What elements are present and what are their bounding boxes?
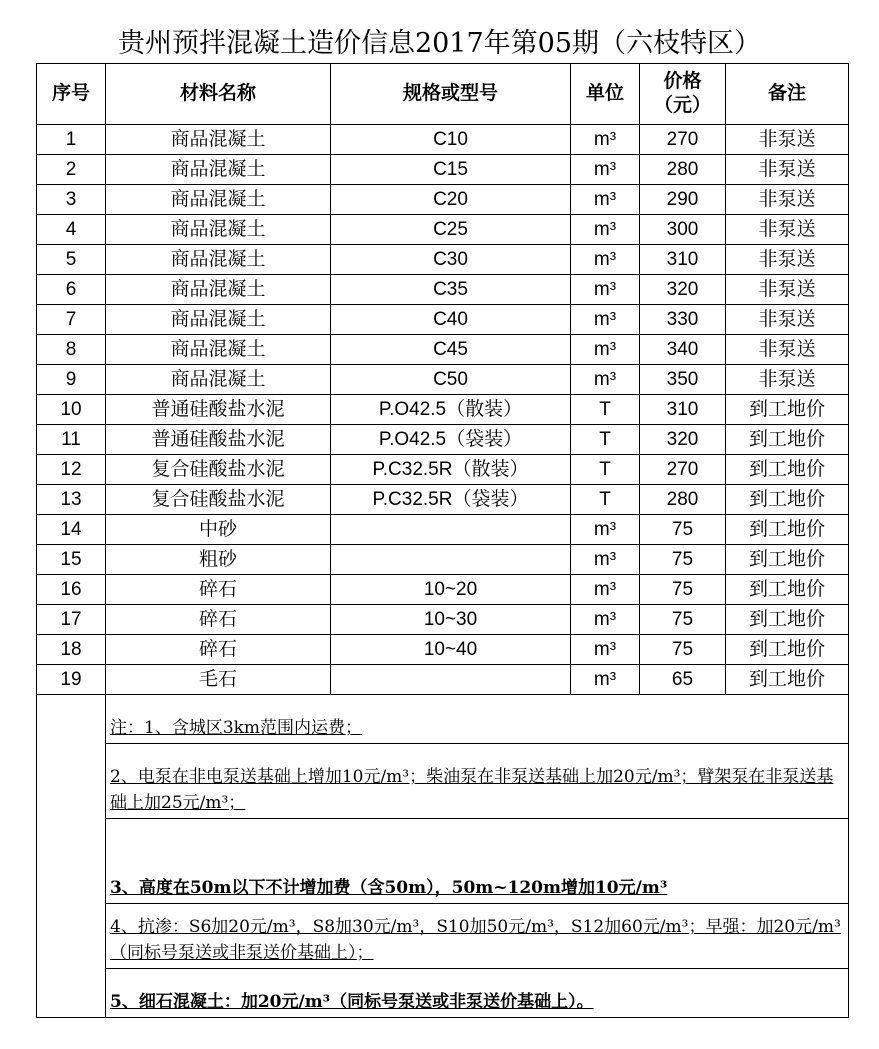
cell-no: 6 xyxy=(37,275,106,305)
cell-unit: m³ xyxy=(571,665,640,695)
cell-remark: 非泵送 xyxy=(726,245,849,275)
table-row xyxy=(37,365,849,395)
cell-unit: T xyxy=(571,425,640,455)
cell-price: 75 xyxy=(640,605,726,635)
cell-name: 普通硅酸盐水泥 xyxy=(106,395,331,425)
cell-remark: 非泵送 xyxy=(726,275,849,305)
table-row xyxy=(37,305,849,335)
cell-price: 65 xyxy=(640,665,726,695)
table-row xyxy=(37,485,849,515)
cell-name: 商品混凝土 xyxy=(106,365,331,395)
note-1 xyxy=(106,695,849,744)
cell-unit: m³ xyxy=(571,575,640,605)
cell-price: 270 xyxy=(640,455,726,485)
cell-price: 330 xyxy=(640,305,726,335)
table-body xyxy=(37,125,849,695)
document-title: 贵州预拌混凝土造价信息2017年第05期（六枝特区） xyxy=(117,28,762,59)
notes-blank-cell xyxy=(37,695,106,1018)
cell-price: 290 xyxy=(640,185,726,215)
cell-no: 5 xyxy=(37,245,106,275)
cell-remark: 到工地价 xyxy=(726,575,849,605)
cell-name: 复合硅酸盐水泥 xyxy=(106,455,331,485)
cell-no: 19 xyxy=(37,665,106,695)
cell-remark: 到工地价 xyxy=(726,425,849,455)
header-no: 序号 xyxy=(37,64,106,125)
cell-spec: C25 xyxy=(331,215,571,245)
cell-spec: P.O42.5（袋装） xyxy=(331,425,571,455)
cell-name: 商品混凝土 xyxy=(106,335,331,365)
cell-no: 13 xyxy=(37,485,106,515)
header-spec: 规格或型号 xyxy=(331,64,571,125)
table-row xyxy=(37,395,849,425)
cell-no: 18 xyxy=(37,635,106,665)
cell-unit: m³ xyxy=(571,545,640,575)
cell-unit: T xyxy=(571,455,640,485)
note-4-text: 4、抗渗：S6加20元/m³，S8加30元/m³，S10加50元/m³，S12加60元/m³；早强：加20元/m³（同标号泵送或非泵送价基础上）； xyxy=(110,917,841,963)
table-row xyxy=(37,125,849,155)
cell-unit: m³ xyxy=(571,335,640,365)
cell-unit: m³ xyxy=(571,305,640,335)
note-5 xyxy=(106,969,849,1018)
cell-remark: 到工地价 xyxy=(726,485,849,515)
cell-spec: C40 xyxy=(331,305,571,335)
cell-unit: m³ xyxy=(571,515,640,545)
cell-name: 复合硅酸盐水泥 xyxy=(106,485,331,515)
table-row xyxy=(37,335,849,365)
note-3-text: 3、高度在50m以下不计增加费（含50m），50m~120m增加10元/m³ xyxy=(110,878,668,898)
cell-remark: 到工地价 xyxy=(726,665,849,695)
cell-remark: 非泵送 xyxy=(726,335,849,365)
cell-unit: T xyxy=(571,395,640,425)
note-row xyxy=(37,819,849,904)
cell-name: 商品混凝土 xyxy=(106,155,331,185)
cell-name: 商品混凝土 xyxy=(106,185,331,215)
cell-unit: m³ xyxy=(571,605,640,635)
cell-spec: C10 xyxy=(331,125,571,155)
cell-name: 碎石 xyxy=(106,635,331,665)
cell-spec: C35 xyxy=(331,275,571,305)
cell-name: 碎石 xyxy=(106,575,331,605)
cell-unit: m³ xyxy=(571,275,640,305)
cell-spec xyxy=(331,665,571,695)
cell-no: 7 xyxy=(37,305,106,335)
cell-unit: m³ xyxy=(571,215,640,245)
cell-price: 310 xyxy=(640,395,726,425)
cell-spec: P.O42.5（散装） xyxy=(331,395,571,425)
cell-name: 商品混凝土 xyxy=(106,245,331,275)
note-2 xyxy=(106,744,849,819)
cell-unit: m³ xyxy=(571,635,640,665)
cell-price: 320 xyxy=(640,425,726,455)
cell-no: 15 xyxy=(37,545,106,575)
note-5-text: 5、细石混凝土：加20元/m³（同标号泵送或非泵送价基础上）。 xyxy=(110,992,594,1012)
cell-remark: 非泵送 xyxy=(726,305,849,335)
table-row xyxy=(37,515,849,545)
cell-name: 粗砂 xyxy=(106,545,331,575)
cell-spec: C15 xyxy=(331,155,571,185)
cell-no: 12 xyxy=(37,455,106,485)
cell-price: 280 xyxy=(640,485,726,515)
cell-no: 16 xyxy=(37,575,106,605)
cell-name: 普通硅酸盐水泥 xyxy=(106,425,331,455)
cell-remark: 非泵送 xyxy=(726,125,849,155)
cell-remark: 非泵送 xyxy=(726,365,849,395)
cell-spec: P.C32.5R（散装） xyxy=(331,455,571,485)
cell-spec xyxy=(331,515,571,545)
cell-name: 商品混凝土 xyxy=(106,305,331,335)
cell-no: 14 xyxy=(37,515,106,545)
table-row xyxy=(37,155,849,185)
cell-price: 310 xyxy=(640,245,726,275)
cell-spec: P.C32.5R（袋装） xyxy=(331,485,571,515)
cell-remark: 到工地价 xyxy=(726,515,849,545)
header-unit: 单位 xyxy=(571,64,640,125)
cell-remark: 非泵送 xyxy=(726,185,849,215)
cell-spec: C50 xyxy=(331,365,571,395)
cell-price: 350 xyxy=(640,365,726,395)
cell-no: 2 xyxy=(37,155,106,185)
table-row xyxy=(37,665,849,695)
cell-unit: m³ xyxy=(571,155,640,185)
cell-no: 8 xyxy=(37,335,106,365)
header-name: 材料名称 xyxy=(106,64,331,125)
note-2-text: 2、电泵在非电泵送基础上增加10元/m³；柴油泵在非泵送基础上加20元/m³；臂架泵在非泵送基础上加25元/m³； xyxy=(110,767,834,813)
note-row xyxy=(37,695,849,744)
note-row xyxy=(37,744,849,819)
cell-remark: 非泵送 xyxy=(726,155,849,185)
cell-price: 75 xyxy=(640,575,726,605)
cell-no: 10 xyxy=(37,395,106,425)
cell-name: 碎石 xyxy=(106,605,331,635)
table-row xyxy=(37,545,849,575)
cell-remark: 到工地价 xyxy=(726,635,849,665)
cell-remark: 到工地价 xyxy=(726,545,849,575)
cell-price: 340 xyxy=(640,335,726,365)
cell-name: 毛石 xyxy=(106,665,331,695)
cell-no: 17 xyxy=(37,605,106,635)
note-row xyxy=(37,969,849,1018)
cell-name: 商品混凝土 xyxy=(106,125,331,155)
cell-no: 3 xyxy=(37,185,106,215)
cell-name: 商品混凝土 xyxy=(106,275,331,305)
cell-spec: C30 xyxy=(331,245,571,275)
cell-spec: C20 xyxy=(331,185,571,215)
cell-spec: 10~40 xyxy=(331,635,571,665)
cell-price: 75 xyxy=(640,515,726,545)
cell-name: 中砂 xyxy=(106,515,331,545)
note-1-text: 注：1、含城区3km范围内运费； xyxy=(110,718,363,738)
cell-no: 1 xyxy=(37,125,106,155)
header-price xyxy=(640,64,726,125)
cell-price: 75 xyxy=(640,635,726,665)
cell-price: 320 xyxy=(640,275,726,305)
table-row xyxy=(37,575,849,605)
cell-no: 11 xyxy=(37,425,106,455)
note-row xyxy=(37,904,849,969)
header-row xyxy=(37,64,849,125)
table-row xyxy=(37,425,849,455)
table-row xyxy=(37,245,849,275)
cell-price: 300 xyxy=(640,215,726,245)
cell-unit: m³ xyxy=(571,125,640,155)
cell-no: 9 xyxy=(37,365,106,395)
cell-spec: 10~20 xyxy=(331,575,571,605)
cell-unit: T xyxy=(571,485,640,515)
cell-spec xyxy=(331,545,571,575)
cell-unit: m³ xyxy=(571,185,640,215)
cell-price: 75 xyxy=(640,545,726,575)
table-row xyxy=(37,275,849,305)
cell-price: 280 xyxy=(640,155,726,185)
table-row xyxy=(37,215,849,245)
cell-unit: m³ xyxy=(571,245,640,275)
table-row xyxy=(37,185,849,215)
cell-spec: 10~30 xyxy=(331,605,571,635)
cell-spec: C45 xyxy=(331,335,571,365)
table-row xyxy=(37,455,849,485)
cell-no: 4 xyxy=(37,215,106,245)
cell-unit: m³ xyxy=(571,365,640,395)
cell-remark: 到工地价 xyxy=(726,605,849,635)
cell-price: 270 xyxy=(640,125,726,155)
price-table xyxy=(36,63,849,1018)
cell-remark: 到工地价 xyxy=(726,395,849,425)
note-3 xyxy=(106,819,849,904)
table-row xyxy=(37,635,849,665)
header-price-label: 价格（元） xyxy=(654,71,712,116)
cell-remark: 非泵送 xyxy=(726,215,849,245)
header-remark: 备注 xyxy=(726,64,849,125)
notes-body xyxy=(37,695,849,1018)
cell-name: 商品混凝土 xyxy=(106,215,331,245)
table-row xyxy=(37,605,849,635)
cell-remark: 到工地价 xyxy=(726,455,849,485)
note-4 xyxy=(106,904,849,969)
